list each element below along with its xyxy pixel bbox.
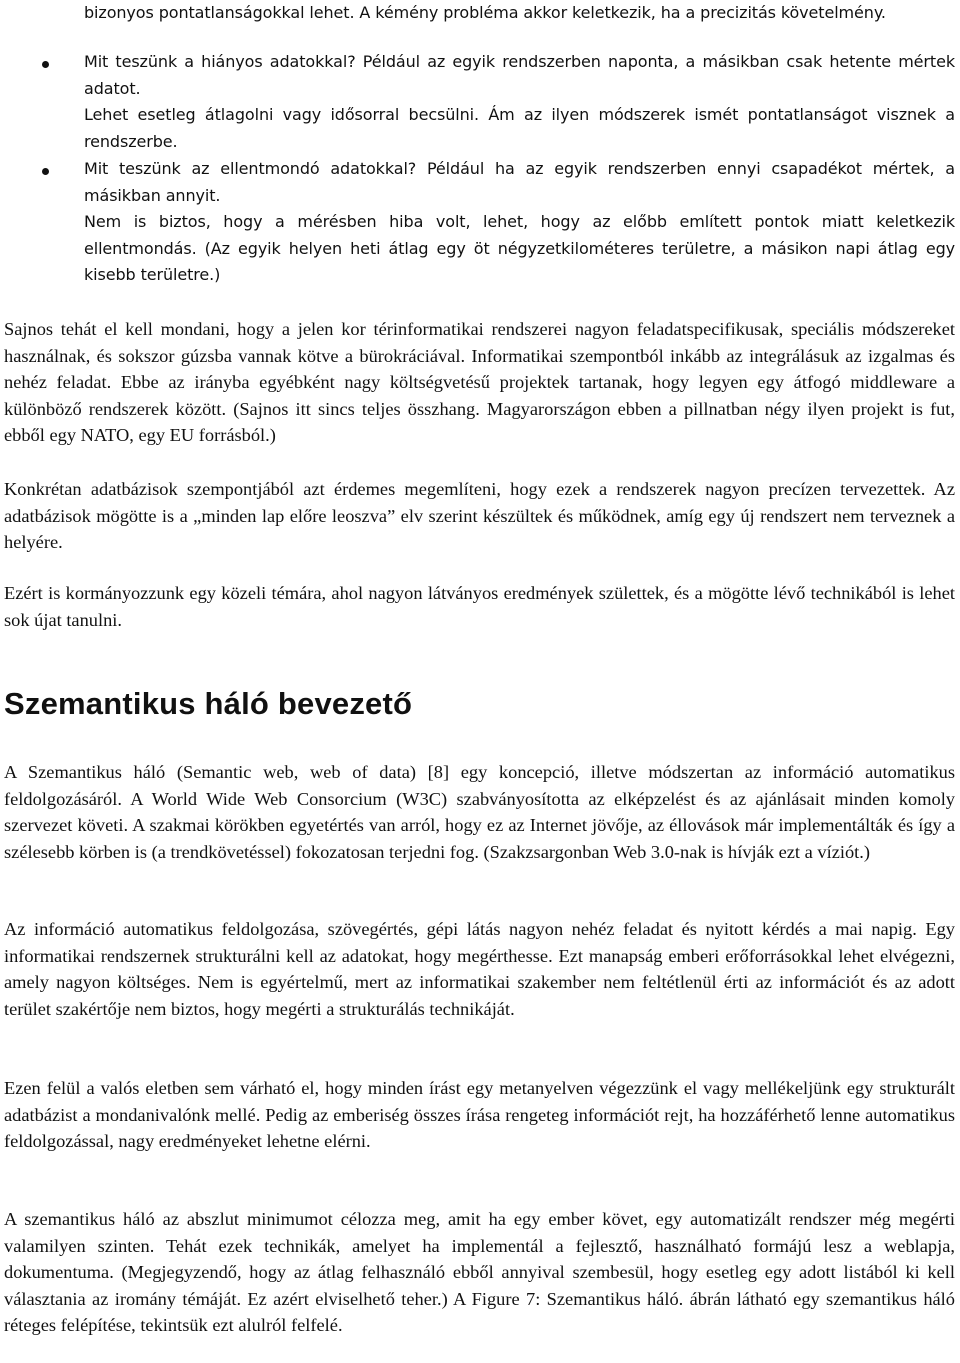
bullet-icon [42,61,49,68]
sentence: Pedig az emberiség összes írása rengeteg információt rejt, ha hozzáférhető lenne automatikus feldolgozással, nagy eredményeket lehetne elérni. [4,1104,956,1151]
bullet-text: Például ha az egyik rendszerben ennyi csapadékot mértek, a másikban annyit. [84,159,955,205]
bullet-icon [42,168,49,175]
bullet-item-missing-data [84,49,955,102]
paragraph [4,316,955,449]
sentence: Ezt manapság emberi erőforrásokkal lehet elvégezni, amely nagyon költséges. [4,945,955,992]
paragraph [4,916,955,1022]
sentence: Nem is egyértelmű, mert az informatikai szakember nem feltétlenül érti az információt és az adott terület szakértője nem biztos, hogy megérti a strukturálás technikáját. [4,972,955,1019]
bullet-item-contradicting-data [84,156,955,209]
sentence: Tehát ezek technikák, amelyet ha implementál a fejlesztő, használható formájú lesz a weblapja, dokumentuma. [4,1235,955,1282]
sentence: (Megjegyzendő, hogy az átlag felhasználó ebből annyival szembesül, hogy esetleg egy adott listából ki kell választania az iromány témáját. [4,1262,955,1309]
bullet-continuation: Nem is biztos, hogy a mérésben hiba volt, lehet, hogy az előbb említett pontok miatt keletkezik ellentmondás. (Az egyik helyen heti átlag egy öt négyzetkilométeres területre, a másikon napi átlag egy kisebb területre.) [84,212,955,284]
bullet-question: Mit teszünk a hiányos adatokkal? [84,52,356,71]
sentence: Az információ automatikus feldolgozása, szövegértés, gépi látás nagyon nehéz feladat és nyitott kérdés a mai napig. [4,919,917,939]
sentence: Ez azért elviselhető teher.) A Figure 7: Szemantikus háló. ábrán látható egy szemantikus háló réteges felépítése, tekintsük ezt alulról felfelé. [4,1288,955,1335]
sentence: Ezen felül a valós eletben sem várható el, hogy minden írást egy metanyelven végezzünk el vagy mellékeljünk egy strukturált adatbázist a mondanivalónk mellé. [4,1078,955,1125]
bullet-text: Például az egyik rendszerben naponta, a másikban csak hetente mértek adatot. [84,52,955,98]
sentence: Az adatbázisok mögötte is a „minden lap előre leoszva” elv szerint készültek és működnek, amíg egy új rendszert nem terveznek a helyére. [4,479,955,552]
sentence: A szakmai körökben egyetértés van arról, hogy ez az Internet jövője, az éllovások már implementálták és így a szélesebb körben is (a trendkövetéssel) fokozatosan terjedni fog. (Szakzsargonban Web 3.0-nak is hívják ezt a víziót.) [4,815,956,862]
sentence: Informatikai szempontból inkább az integrálásuk az izgalmas és nehéz feladat. [4,345,955,392]
sentence: Egy informatikai rendszernek strukturálni kell az adatokat, hogy megérthesse. [4,919,955,966]
bullet-question: Mit teszünk az ellentmondó adatokkal? [84,159,417,178]
sentence: A Szemantikus háló (Semantic web, web of data) [8] egy koncepció, illetve módszertan az információ automatikus feldolgozásáról. [4,762,955,809]
sentence: Konkrétan adatbázisok szempontjából azt érdemes megemlíteni, hogy ezek a rendszerek nagyon precízen tervezettek. [4,479,926,499]
sentence: Magyarországon ebben a pillnatban négy ilyen projekt is fut, ebből egy NATO, egy EU forrásból.) [4,398,956,445]
bullet-continuation: Lehet esetleg átlagolni vagy idősorral becsülni. Ám az ilyen módszerek ismét pontatlanságot visznek a rendszerbe. [84,105,955,151]
continuation-text: bizonyos pontatlanságokkal lehet. A kémény probléma akkor keletkezik, ha a precizitás követelmény. [84,3,886,22]
paragraph [4,1075,955,1155]
paragraph [4,1206,955,1339]
sentence: Sajnos tehát el kell mondani, hogy a jelen kor térinformatikai rendszerei nagyon feladatspecifikusak, speciális módszereket használnak, és sokszor gúzsba vannak kötve a bürokráciával. [4,319,955,366]
paragraph: Ezért is kormányozzunk egy közeli témára, ahol nagyon látványos eredmények születtek, és a mögötte lévő technikából is lehet sok újat tanulni. [4,583,955,630]
paragraph [4,759,955,865]
paragraph [4,476,955,556]
section-heading: Szemantikus háló bevezető [4,686,413,721]
sentence: A World Wide Web Consorcium (W3C) szabványosította az elképzelést és az ajánlásait minden komoly szervezet követi. [4,788,955,835]
sentence: A szemantikus háló az abszlut minimumot célozza meg, amit ha egy ember követ, egy automatizált rendszer még megérti valamilyen szinten. [4,1209,955,1256]
sentence: Ebbe az irányba egyébként nagy költségvetésű projektek tartanak, hogy legyen egy átfogó middleware a különböző rendszerek között. (Sajnos itt sincs teljes összhang. [4,372,955,419]
